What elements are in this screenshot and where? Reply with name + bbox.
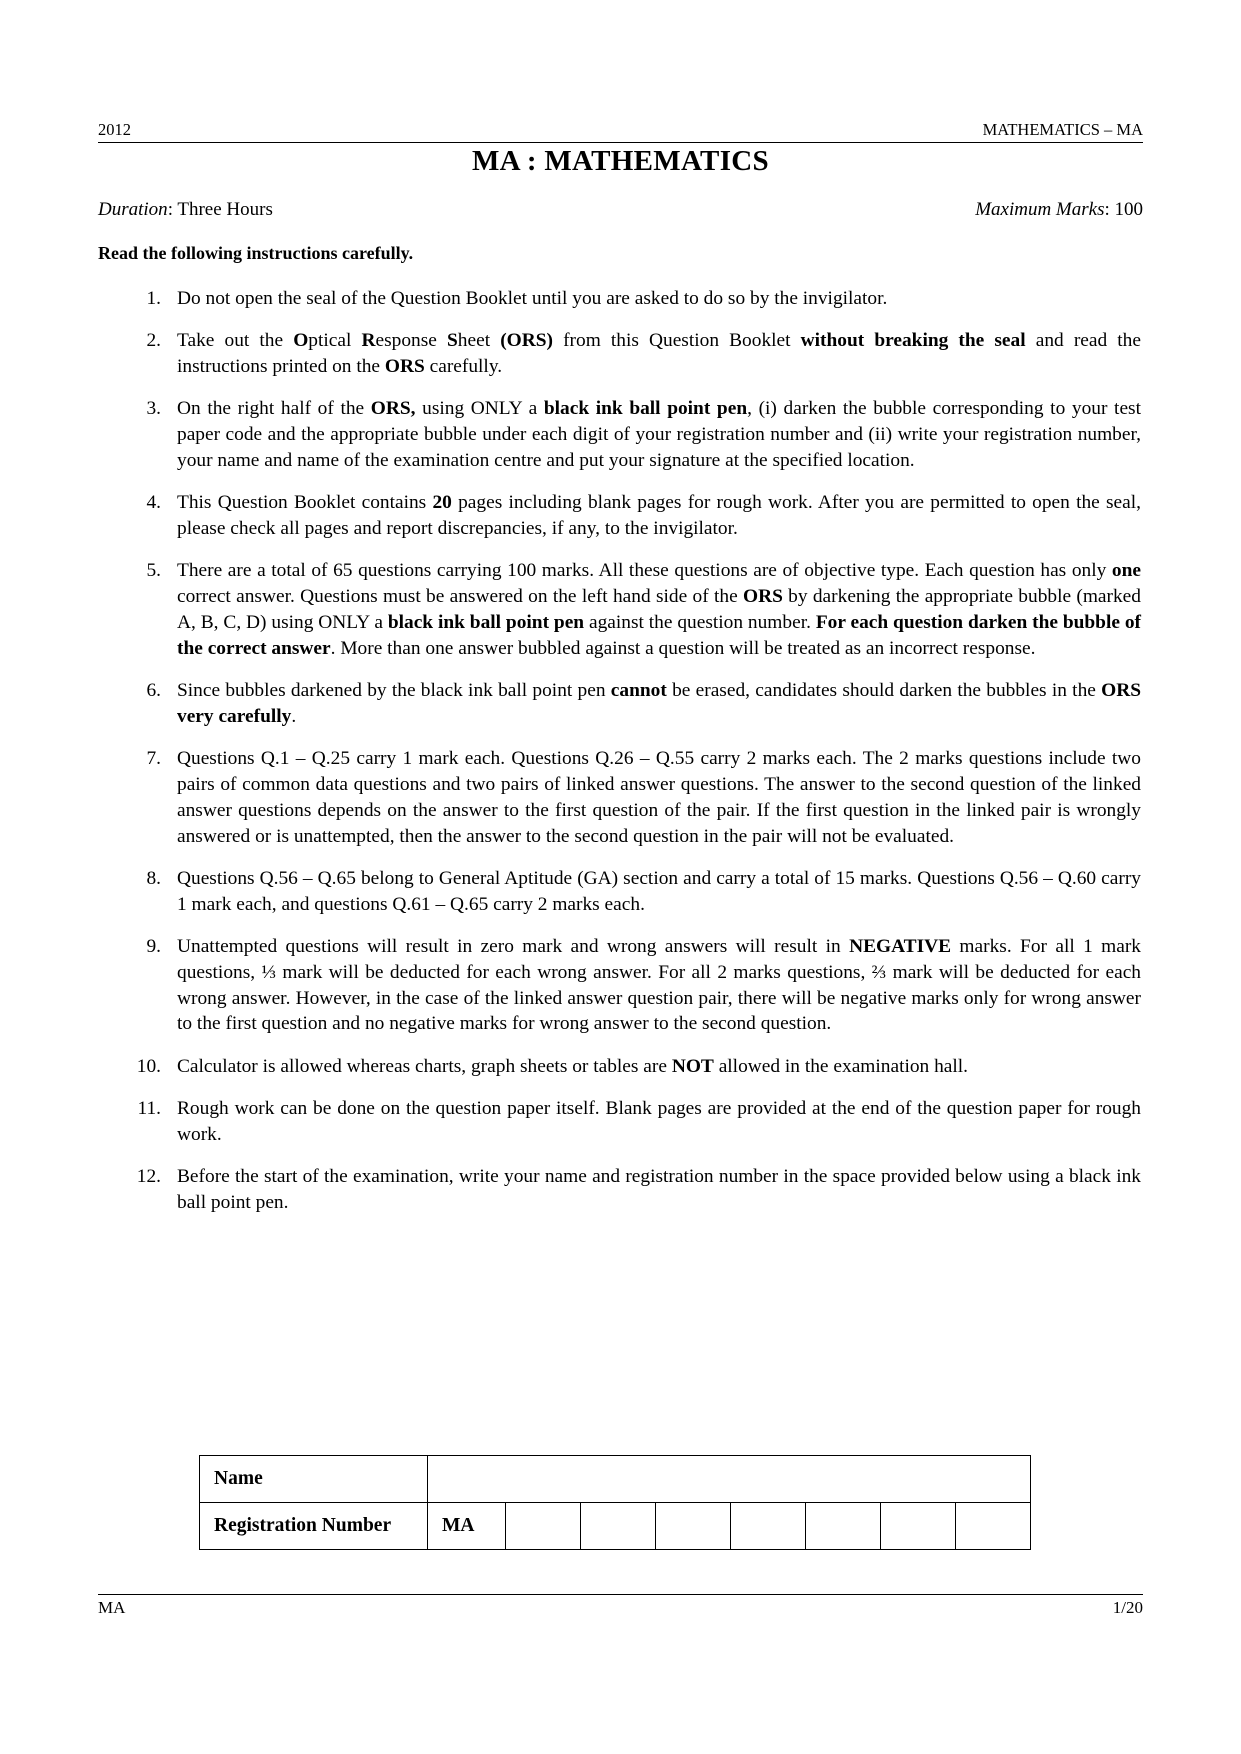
instruction-text: This Question Booklet contains 20 pages including blank pages for rough work. After you are permitted to open the seal, please check all pages and report discrepancies, if any, to the invigilator.	[177, 492, 1142, 540]
instruction-number: 10.	[136, 1055, 161, 1077]
instruction-number: 7.	[146, 748, 161, 770]
instruction-number: 11.	[137, 1097, 161, 1119]
page-footer	[98, 1594, 1143, 1616]
footer-subject: MA	[98, 1598, 126, 1617]
registration-digit-cell[interactable]	[506, 1503, 581, 1550]
instructions-list	[131, 286, 1141, 1232]
running-head-year: 2012	[98, 120, 131, 139]
maximum-marks-value: : 100	[1104, 199, 1143, 220]
registration-digit-cell[interactable]	[956, 1503, 1031, 1550]
instruction-item	[131, 678, 1141, 730]
instruction-number: 5.	[146, 560, 161, 582]
instruction-text: Questions Q.1 – Q.25 carry 1 mark each. Questions Q.26 – Q.55 carry 2 marks each. The 2 marks questions include two pairs of common data questions and two pairs of linked answer questions. The answer to the second question of the linked answer questions depends on the answer to the first question of the pair. If the first question in the linked pair is wrongly answered or is unattempted, then the answer to the second question in the pair will not be evaluated.	[177, 748, 1141, 847]
instruction-item	[131, 1096, 1141, 1148]
duration-value: : Three Hours	[167, 199, 273, 220]
name-input-cell[interactable]	[428, 1456, 1031, 1503]
maximum-marks-label: Maximum Marks	[975, 199, 1105, 220]
instruction-number: 8.	[146, 867, 161, 889]
registration-digit-cell[interactable]	[881, 1503, 956, 1550]
registration-digit-cell[interactable]	[581, 1503, 656, 1550]
maximum-marks	[975, 198, 1143, 222]
instruction-text: On the right half of the ORS, using ONLY a black ink ball point pen, (i) darken the bubble corresponding to your test paper code and the appropriate bubble under each digit of your registration number and (ii) write your registration number, your name and name of the examination centre and put your signature at the specified location.	[177, 398, 1141, 471]
instruction-item	[131, 934, 1141, 1037]
instruction-text: Do not open the seal of the Question Booklet until you are asked to do so by the invigilator.	[177, 288, 888, 309]
candidate-details-table	[199, 1455, 1031, 1550]
instruction-item	[131, 1164, 1141, 1216]
registration-label-cell: Registration Number	[200, 1503, 428, 1550]
instruction-text: Before the start of the examination, write your name and registration number in the space provided below using a black ink ball point pen.	[177, 1166, 1141, 1213]
instruction-number: 4.	[146, 492, 161, 514]
name-label-cell: Name	[200, 1456, 428, 1503]
instruction-item	[131, 866, 1141, 918]
exam-cover-page	[98, 0, 1143, 1754]
registration-digit-cell[interactable]	[731, 1503, 806, 1550]
instruction-item	[131, 746, 1141, 849]
instruction-text: Calculator is allowed whereas charts, graph sheets or tables are NOT allowed in the examination hall.	[177, 1055, 969, 1077]
instruction-item	[131, 1054, 1141, 1080]
registration-prefix-cell: MA	[428, 1503, 506, 1550]
running-head-subject: MATHEMATICS – MA	[982, 120, 1143, 139]
exam-meta-line	[98, 198, 1143, 222]
instructions-heading: Read the following instructions carefully.	[98, 243, 414, 263]
page-title: MA : MATHEMATICS	[472, 145, 769, 177]
instruction-text: Take out the Optical Response Sheet (ORS) from this Question Booklet without breaking the seal and read the instructions printed on the ORS carefully.	[177, 330, 1141, 378]
table-row	[200, 1456, 1031, 1503]
instruction-number: 2.	[146, 330, 161, 352]
footer-page-number: 1/20	[1112, 1598, 1143, 1617]
instruction-text: Since bubbles darkened by the black ink ball point pen cannot be erased, candidates should darken the bubbles in the ORS very carefully.	[177, 680, 1142, 727]
instruction-item	[131, 328, 1141, 380]
instruction-number: 3.	[146, 398, 161, 420]
instruction-item	[131, 490, 1141, 542]
duration	[98, 198, 273, 222]
instruction-number: 1.	[146, 288, 161, 309]
instruction-item	[131, 286, 1141, 312]
instruction-item	[131, 396, 1141, 473]
instruction-text: Rough work can be done on the question paper itself. Blank pages are provided at the end of the question paper for rough work.	[177, 1097, 1141, 1145]
instruction-text: Questions Q.56 – Q.65 belong to General Aptitude (GA) section and carry a total of 15 marks. Questions Q.56 – Q.60 carry 1 mark each, and questions Q.61 – Q.65 carry 2 marks each.	[177, 867, 1141, 915]
instruction-text: Unattempted questions will result in zero mark and wrong answers will result in NEGATIVE marks. For all 1 mark questions, ⅓ mark will be deducted for each wrong answer. For all 2 marks questions, ⅔ mark will be deducted for each wrong answer. However, in the case of the linked answer question pair, there will be negative marks only for wrong answer to the first question and no negative marks for wrong answer to the second question.	[177, 935, 1141, 1035]
instruction-text: There are a total of 65 questions carrying 100 marks. All these questions are of objective type. Each question has only one correct answer. Questions must be answered on the left hand side of the ORS by darkening the appropriate bubble (marked A, B, C, D) using ONLY a black ink ball point pen against the question number. For each question darken the bubble of the correct answer. More than one answer bubbled against a question will be treated as an incorrect response.	[177, 560, 1141, 659]
duration-label: Duration	[98, 199, 168, 220]
instruction-number: 12.	[136, 1166, 161, 1188]
running-head	[98, 122, 1143, 143]
instruction-item	[131, 558, 1141, 661]
instruction-number: 6.	[146, 680, 161, 702]
registration-digit-cell[interactable]	[656, 1503, 731, 1550]
table-row	[200, 1503, 1031, 1550]
registration-digit-cell[interactable]	[806, 1503, 881, 1550]
instruction-number: 9.	[146, 935, 161, 957]
